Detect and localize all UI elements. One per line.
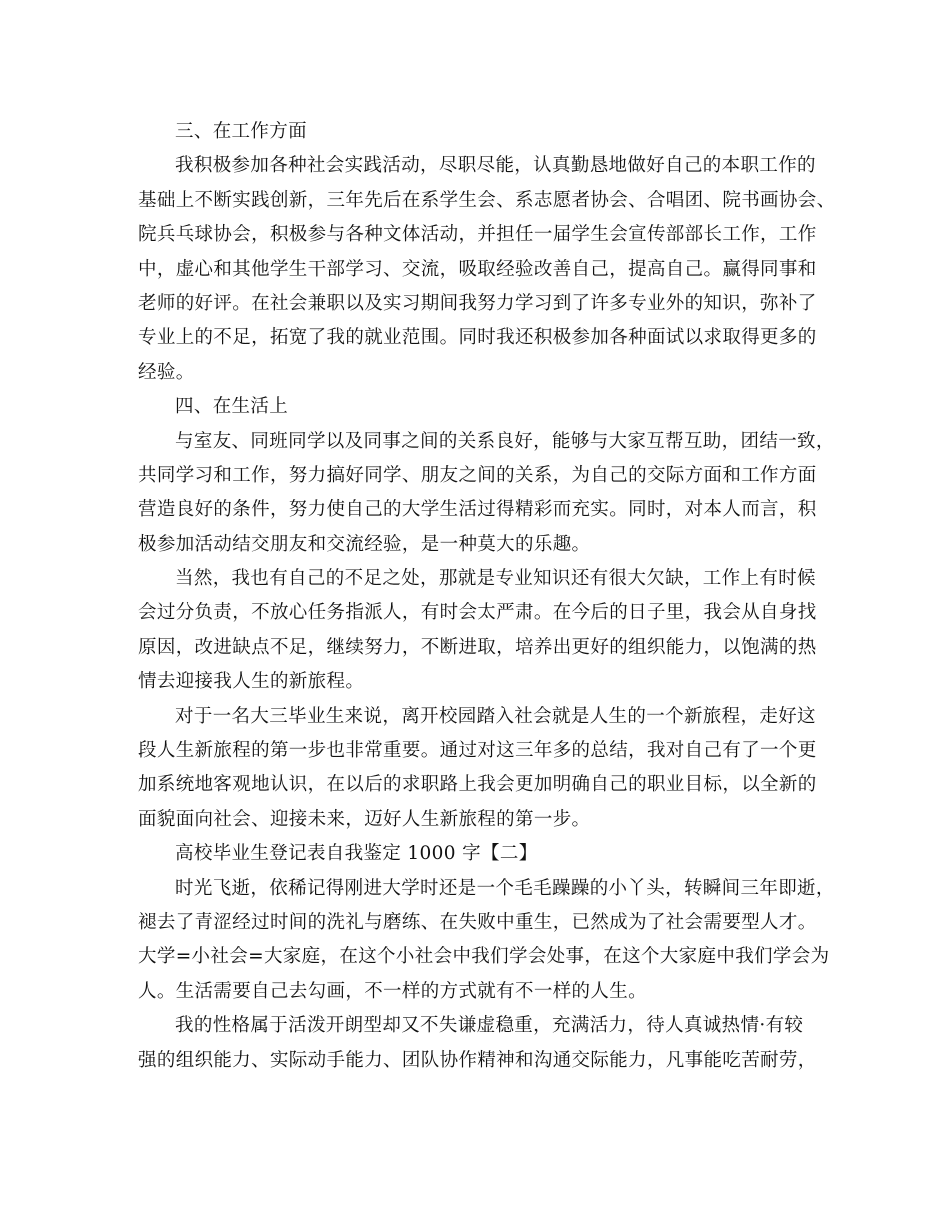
text-line: 我积极参加各种社会实践活动，尽职尽能，认真勤恳地做好自己的本职工作的 [175,155,816,177]
text-line: 极参加活动结交朋友和交流经验，是一种莫大的乐趣。 [138,533,591,555]
text-line: 共同学习和工作，努力搞好同学、朋友之间的关系，为自己的交际方面和工作方面 [138,464,817,486]
text-line: 老师的好评。在社会兼职以及实习期间我努力学习到了许多专业外的知识，弥补了 [138,292,817,314]
text-line: 对于一名大三毕业生来说，离开校园踏入社会就是人生的一个新旅程，走好这 [175,705,816,727]
text-line: 专业上的不足，拓宽了我的就业范围。同时我还积极参加各种面试以求取得更多的 [138,327,817,349]
text-line: 大学=小社会=大家庭，在这个小社会中我们学会处事，在这个大家庭中我们学会为 [138,946,830,968]
text-line: 强的组织能力、实际动手能力、团队协作精神和沟通交际能力，凡事能吃苦耐劳， [138,1049,817,1071]
text-line: 中，虚心和其他学生干部学习、交流，吸取经验改善自己，提高自己。赢得同事和 [138,258,817,280]
document-body [138,115,836,1078]
text-line: 情去迎接我人生的新旅程。 [138,671,365,693]
text-line: 四、在生活上 [175,396,289,418]
text-line: 营造良好的条件，努力使自己的大学生活过得精彩而充实。同时，对本人而言，积 [138,499,817,521]
text-line: 我的性格属于活泼开朗型却又不失谦虚稳重，充满活力，待人真诚热情·有较 [175,1015,804,1037]
text-line: 会过分负责，不放心任务指派人，有时会太严肃。在今后的日子里，我会从自身找 [138,602,817,624]
text-line: 经验。 [138,361,195,383]
text-line: 与室友、同班同学以及同事之间的关系良好，能够与大家互帮互助，团结一致， [175,430,835,452]
text-line: 三、在工作方面 [175,121,307,142]
text-line: 高校毕业生登记表自我鉴定 1000 字【二】 [175,843,538,865]
text-line: 褪去了青涩经过时间的洗礼与磨练、在失败中重生，已然成为了社会需要型人才。 [138,911,817,933]
text-line: 原因，改进缺点不足，继续努力，不断进取，培养出更好的组织能力，以饱满的热 [138,636,817,658]
text-line: 段人生新旅程的第一步也非常重要。通过对这三年多的总结，我对自己有了一个更 [138,740,817,762]
text-line: 院兵乓球协会，积极参与各种文体活动，并担任一届学生会宣传部部长工作，工作 [138,224,817,246]
text-line: 人。生活需要自己去勾画，不一样的方式就有不一样的人生。 [138,980,647,1002]
text-line: 基础上不断实践创新，三年先后在系学生会、系志愿者协会、合唱团、院书画协会、 [138,189,836,211]
text-line: 时光飞逝，依稀记得刚进大学时还是一个毛毛躁躁的小丫头，转瞬间三年即逝， [175,877,835,899]
text-line: 当然，我也有自己的不足之处，那就是专业知识还有很大欠缺，工作上有时候 [175,568,816,590]
text-line: 加系统地客观地认识，在以后的求职路上我会更加明确自己的职业目标，以全新的 [138,774,817,796]
text-line: 面貌面向社会、迎接未来，迈好人生新旅程的第一步。 [138,808,591,830]
